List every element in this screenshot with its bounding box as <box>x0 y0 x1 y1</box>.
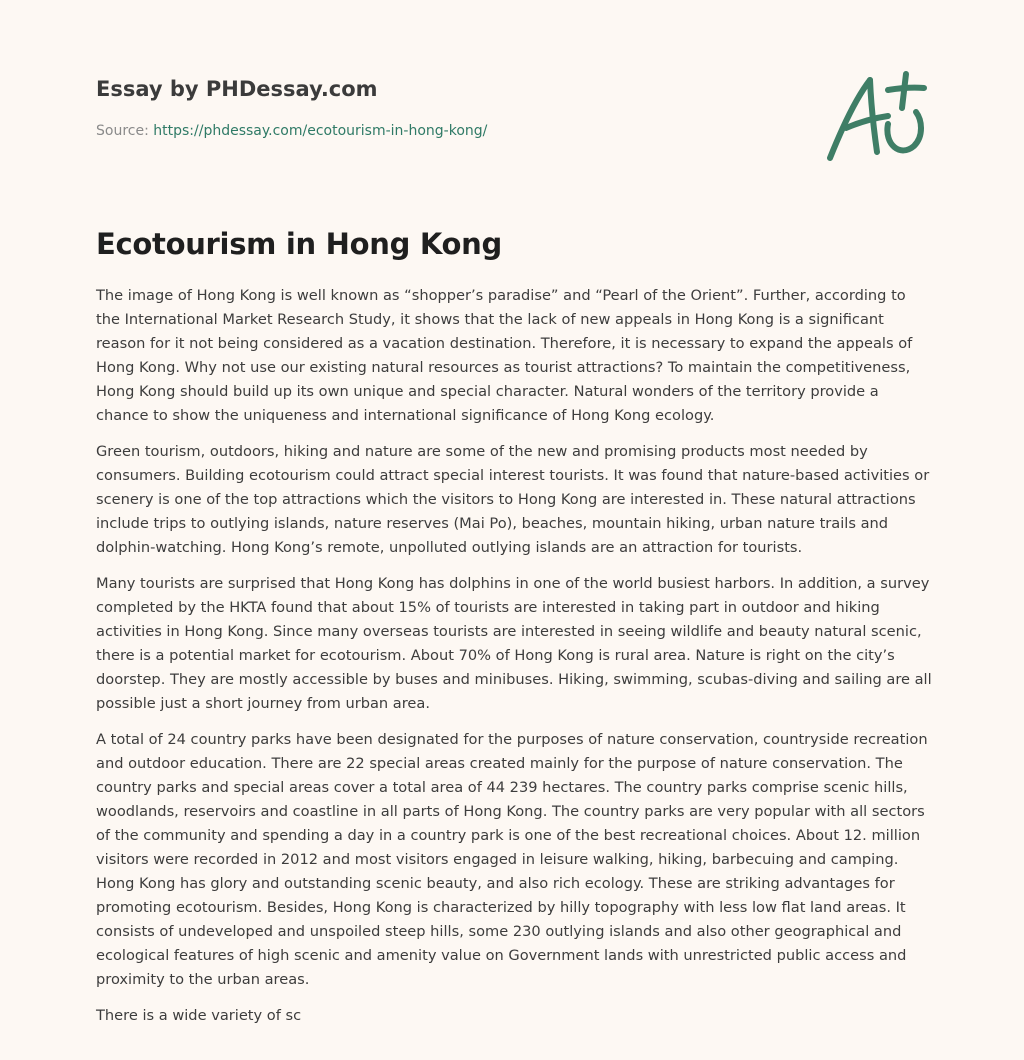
essay-paragraph: Many tourists are surprised that Hong Kong has dolphins in one of the world busiest harbors. In addition, a survey completed by the HKTA found that about 15% of tourists are interested in taking part in outdoor and hiking activities in Hong Kong. Since many overseas tourists are interested in seeing wildlife and beauty natural scenic, there is a potential market for ecotourism. About 70% of Hong Kong is rural area. Nature is right on the city’s doorstep. They are mostly accessible by buses and minibuses. Hiking, swimming, scubas-diving and sailing are all possible just a short journey from urban area. <box>96 575 932 712</box>
a-plus-logo-icon <box>822 66 932 166</box>
page-header <box>96 74 936 141</box>
essay-paragraph: The image of Hong Kong is well known as “shopper’s paradise” and “Pearl of the Orient”. Further, according to the International Market Research Study, it shows that the lack of new appeals in Hong Kong is a significant reason for it not being considered as a vacation destination. Therefore, it is necessary to expand the appeals of Hong Kong. Why not use our existing natural resources as tourist attractions? To maintain the competitiveness, Hong Kong should build up its own unique and special character. Natural wonders of the territory provide a chance to show the uniqueness and international significance of Hong Kong ecology. <box>96 287 913 424</box>
source-link[interactable]: https://phdessay.com/ecotourism-in-hong-kong/ <box>153 123 488 139</box>
essay-title: Ecotourism in Hong Kong <box>96 227 502 261</box>
source-label: Source: <box>96 123 154 139</box>
essay-paragraph: A total of 24 country parks have been designated for the purposes of nature conservation, countryside recreation and outdoor education. There are 22 special areas created mainly for the purpose of nature conservation. The country parks and special areas cover a total area of 44 239 hectares. The country parks comprise scenic hills, woodlands, reservoirs and coastline in all parts of Hong Kong. The country parks are very popular with all sectors of the community and spending a day in a country park is one of the best recreational choices. About 12. million visitors were recorded in 2012 and most visitors engaged in leisure walking, hiking, barbecuing and camping. Hong Kong has glory and outstanding scenic beauty, and also rich ecology. These are striking advantages for promoting ecotourism. Besides, Hong Kong is characterized by hilly topography with less low flat land areas. It consists of undeveloped and unspoiled steep hills, some 230 outlying islands and also other geographical and ecological features of high scenic and amenity value on Government lands with unrestricted public access and proximity to the urban areas. <box>96 731 928 988</box>
essay-paragraph: Green tourism, outdoors, hiking and nature are some of the new and promising products most needed by consumers. Building ecotourism could attract special interest tourists. It was found that nature-based activities or scenery is one of the top attractions which the visitors to Hong Kong are interested in. These natural attractions include trips to outlying islands, nature reserves (Mai Po), beaches, mountain hiking, urban nature trails and dolphin-watching. Hong Kong’s remote, unpolluted outlying islands are an attraction for tourists. <box>96 443 930 556</box>
site-brand: Essay by PHDessay.com <box>96 77 378 101</box>
essay-paragraph-truncated: There is a wide variety of sc <box>96 1007 302 1024</box>
essay-body <box>96 284 934 1040</box>
source-line <box>96 121 936 141</box>
